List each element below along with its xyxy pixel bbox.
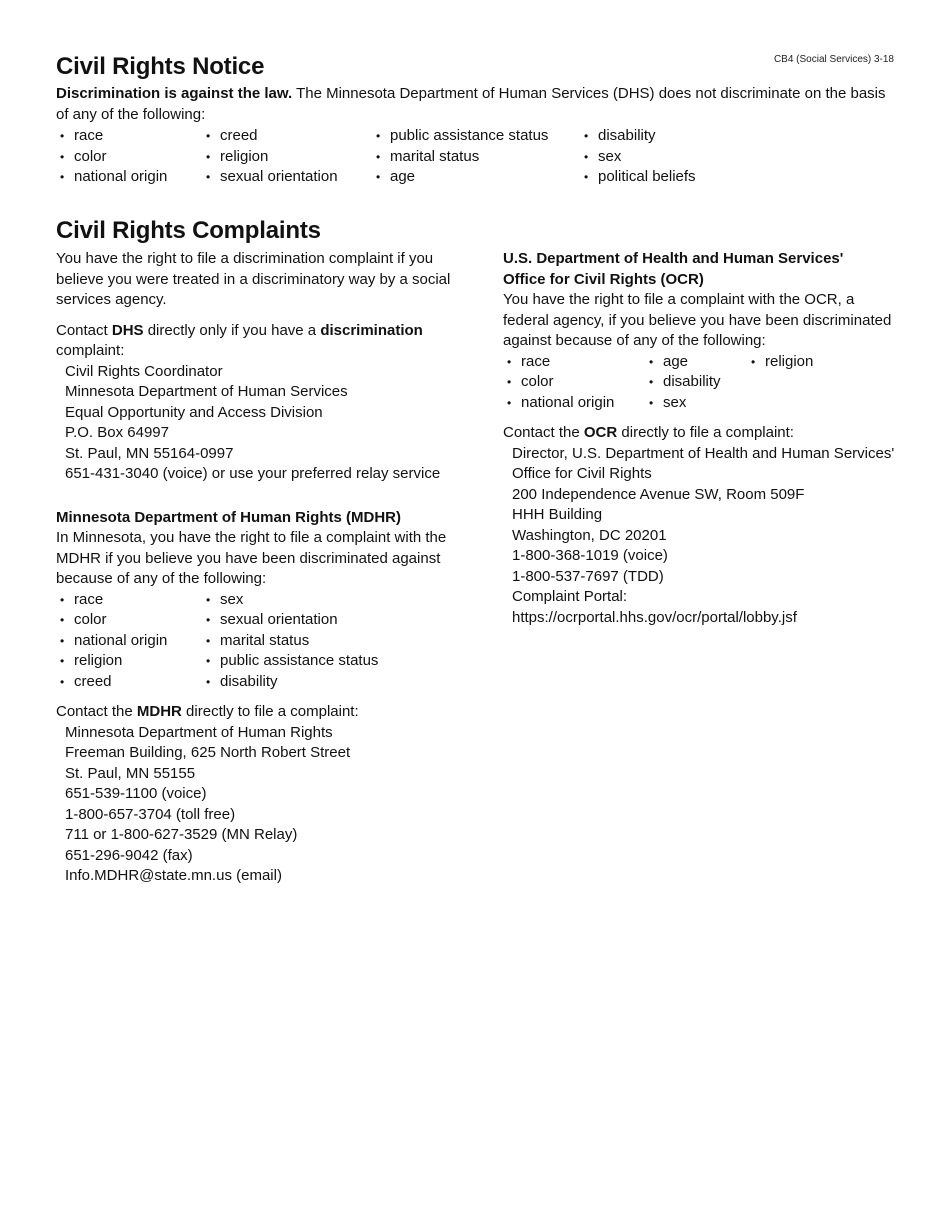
list-item: • national origin <box>503 393 645 414</box>
address-line: P.O. Box 64997 <box>65 424 169 441</box>
notice-bases-list <box>56 126 896 188</box>
complaint-portal-link[interactable]: https://ocrportal.hhs.gov/ocr/portal/lobby.jsf <box>512 608 797 626</box>
list-item: • marital status <box>202 631 402 652</box>
dhs-address <box>56 362 456 485</box>
list-item: • race <box>503 352 645 373</box>
address-line: Civil Rights Coordinator <box>65 362 223 380</box>
dhs-contact-bold: DHS <box>111 321 144 339</box>
dhs-contact-pre: Contact <box>56 321 112 339</box>
ocr-heading-line2: Office for Civil Rights (OCR) <box>503 270 704 288</box>
ocr-address <box>503 444 896 629</box>
list-item: • marital status <box>372 147 580 168</box>
mdhr-heading: Minnesota Department of Human Rights (MDHR) <box>56 508 401 526</box>
ocr-heading-line1: U.S. Department of Health and Human Services' <box>503 250 844 267</box>
empty-cell <box>747 372 867 393</box>
complaints-section <box>56 216 896 884</box>
ocr-contact-bold: OCR <box>583 424 618 441</box>
address-line: 651-431-3040 (voice) or use your preferred relay service <box>65 465 441 482</box>
ocr-contact-line <box>503 423 896 444</box>
address-line: Minnesota Department of Human Rights <box>65 723 333 741</box>
notice-lead-bold: Discrimination is against the law. <box>56 85 293 102</box>
left-column <box>56 249 456 887</box>
list-item: • sex <box>645 393 747 414</box>
address-line: 1-800-368-1019 (voice) <box>512 547 668 564</box>
list-item: • national origin <box>56 631 202 652</box>
list-item: • sexual orientation <box>202 610 402 631</box>
address-line: 651-296-9042 (fax) <box>65 846 193 864</box>
form-code: CB4 (Social Services) 3-18 <box>773 54 894 65</box>
address-line: 651-539-1100 (voice) <box>65 785 207 802</box>
list-item: • color <box>503 372 645 393</box>
address-line: Minnesota Department of Human Services <box>65 383 348 400</box>
address-line: HHH Building <box>512 506 603 523</box>
list-item: • sexual orientation <box>202 167 372 188</box>
mdhr-contact-post: directly to file a complaint: <box>181 703 359 720</box>
address-line: 200 Independence Avenue SW, Room 509F <box>512 485 805 503</box>
notice-lead-text: The Minnesota Department of Human Services (DHS) does not discriminate on the basis of any of the following: <box>56 85 886 123</box>
mdhr-contact-bold: MDHR <box>136 703 182 720</box>
list-item: • religion <box>202 147 372 168</box>
list-item: • race <box>56 126 202 147</box>
list-item: • disability <box>202 672 402 693</box>
address-line: Director, U.S. Department of Health and Human Services' Office for Civil Rights <box>512 444 895 482</box>
list-item: • creed <box>56 672 202 693</box>
list-item: • religion <box>56 651 202 672</box>
address-line: Complaint Portal: <box>512 588 628 605</box>
mdhr-contact-line <box>56 702 456 723</box>
list-item: • disability <box>580 126 750 147</box>
notice-title: Civil Rights Notice <box>56 53 265 80</box>
address-line: 1-800-657-3704 (toll free) <box>65 805 236 823</box>
ocr-intro: You have the right to file a complaint with the OCR, a federal agency, if you believe you have been discriminated against because of any of the following: <box>503 291 892 349</box>
address-line: St. Paul, MN 55164-0997 <box>65 444 234 462</box>
notice-intro <box>56 84 896 125</box>
list-item: • color <box>56 147 202 168</box>
address-line: Freeman Building, 625 North Robert Street <box>65 744 351 761</box>
empty-cell <box>747 393 867 414</box>
list-item: • sex <box>202 590 402 611</box>
list-item: • political beliefs <box>580 167 750 188</box>
address-line: 1-800-537-7697 (TDD) <box>512 567 664 585</box>
mdhr-contact-pre: Contact the <box>56 703 137 720</box>
list-item: • sex <box>580 147 750 168</box>
dhs-contact-line <box>56 321 456 362</box>
list-item: • public assistance status <box>202 651 402 672</box>
ocr-bases-list <box>503 352 896 414</box>
mdhr-address <box>56 723 456 887</box>
list-item: • age <box>645 352 747 373</box>
list-item: • creed <box>202 126 372 147</box>
email-line: Info.MDHR@state.mn.us (email) <box>65 867 282 884</box>
address-line: Equal Opportunity and Access Division <box>65 403 323 421</box>
mdhr-bases-list <box>56 590 456 693</box>
list-item: • age <box>372 167 580 188</box>
list-item: • race <box>56 590 202 611</box>
mdhr-intro: In Minnesota, you have the right to file a complaint with the MDHR if you believe you have been discriminated against because of any of the following: <box>56 529 447 587</box>
dhs-contact-mid: directly only if you have a <box>143 321 321 339</box>
complaints-intro: You have the right to file a discrimination complaint if you believe you were treated in a discriminatory way by a social services agency. <box>56 250 451 308</box>
list-item: • color <box>56 610 202 631</box>
address-line: 711 or 1-800-627-3529 (MN Relay) <box>65 826 298 843</box>
address-line: Washington, DC 20201 <box>512 526 667 544</box>
list-item: • public assistance status <box>372 126 580 147</box>
right-column <box>503 249 896 628</box>
dhs-contact-post: complaint: <box>56 342 125 359</box>
list-item: • national origin <box>56 167 202 188</box>
ocr-contact-pre: Contact the <box>503 424 584 441</box>
ocr-contact-post: directly to file a complaint: <box>617 424 794 441</box>
dhs-contact-bold2: discrimination <box>320 321 423 339</box>
address-line: St. Paul, MN 55155 <box>65 764 196 782</box>
list-item: • religion <box>747 352 867 373</box>
complaints-title: Civil Rights Complaints <box>56 217 321 244</box>
document-page <box>56 52 896 884</box>
list-item: • disability <box>645 372 747 393</box>
